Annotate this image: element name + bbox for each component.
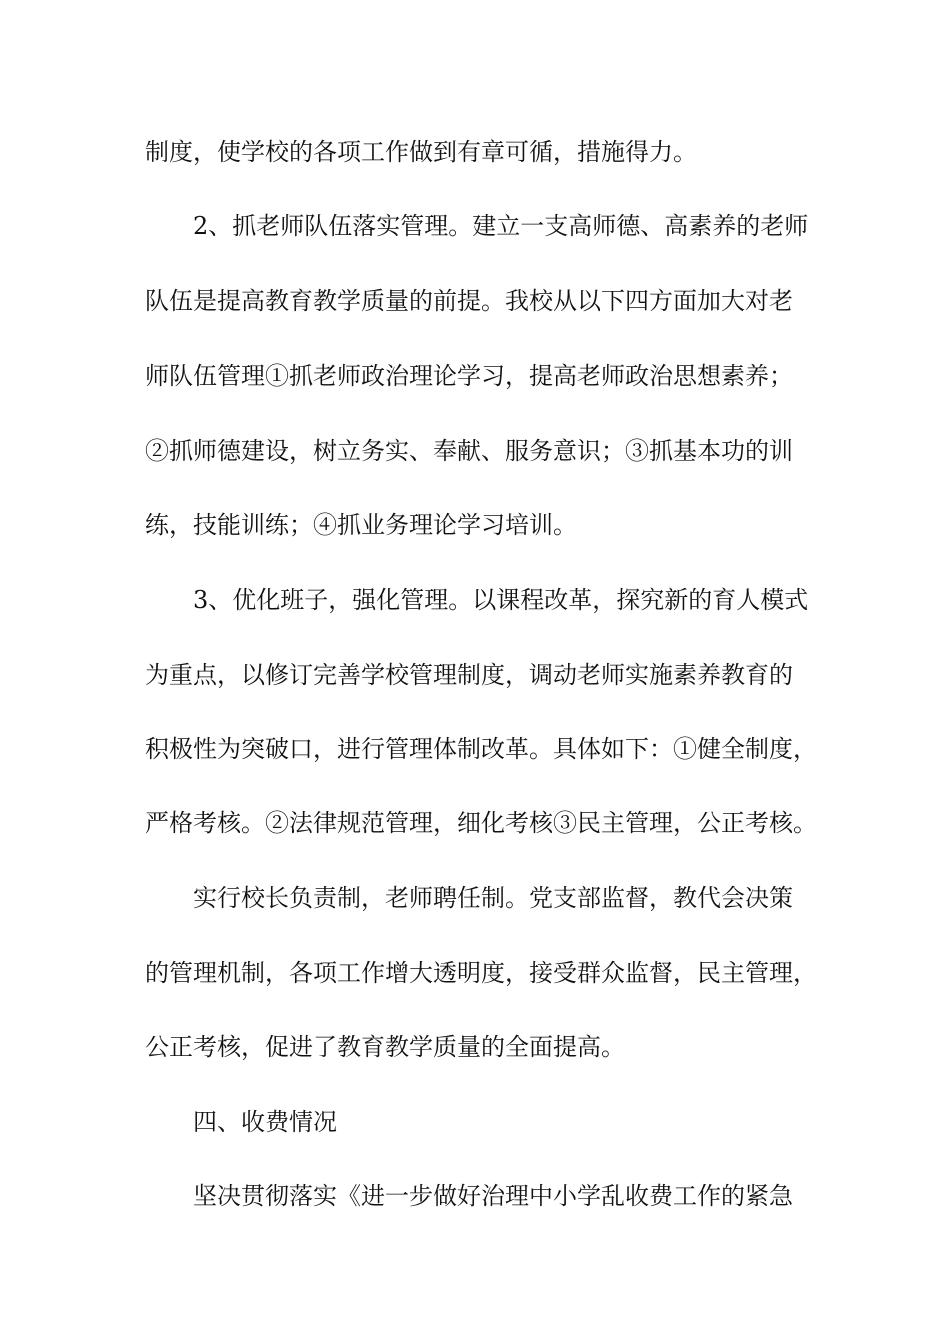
text-line: 制度，使学校的各项工作做到有章可循，措施得力。 — [145, 138, 697, 166]
text-line: 坚决贯彻落实《进一步做好治理中小学乱收费工作的紧急 — [193, 1182, 793, 1210]
text-line: 为重点，以修订完善学校管理制度，调动老师实施素养教育的 — [145, 661, 793, 689]
text-line: 队伍是提高教育教学质量的前提。我校从以下四方面加大对老 — [145, 287, 793, 315]
text-line: 练，技能训练；④抓业务理论学习培训。 — [145, 511, 577, 539]
text-line: 严格考核。②法律规范管理，细化考核③民主管理，公正考核。 — [145, 809, 817, 837]
text-line: 师队伍管理①抓老师政治理论学习，提高老师政治思想素养； — [145, 362, 793, 390]
text-line: 积极性为突破口，进行管理体制改革。具体如下：①健全制度， — [145, 735, 817, 763]
text-line: 3、优化班子，强化管理。以课程改革，探究新的育人模式 — [193, 586, 809, 614]
text-line: 实行校长负责制，老师聘任制。党支部监督，教代会决策 — [193, 884, 793, 912]
section-heading: 四、收费情况 — [193, 1108, 337, 1136]
text-line: 公正考核，促进了教育教学质量的全面提高。 — [145, 1033, 625, 1061]
text-line: ②抓师德建设，树立务实、奉献、服务意识；③抓基本功的训 — [145, 437, 793, 465]
text-line: 2、抓老师队伍落实管理。建立一支高师德、高素养的老师 — [193, 212, 809, 240]
text-line: 的管理机制，各项工作增大透明度，接受群众监督，民主管理， — [145, 959, 817, 987]
